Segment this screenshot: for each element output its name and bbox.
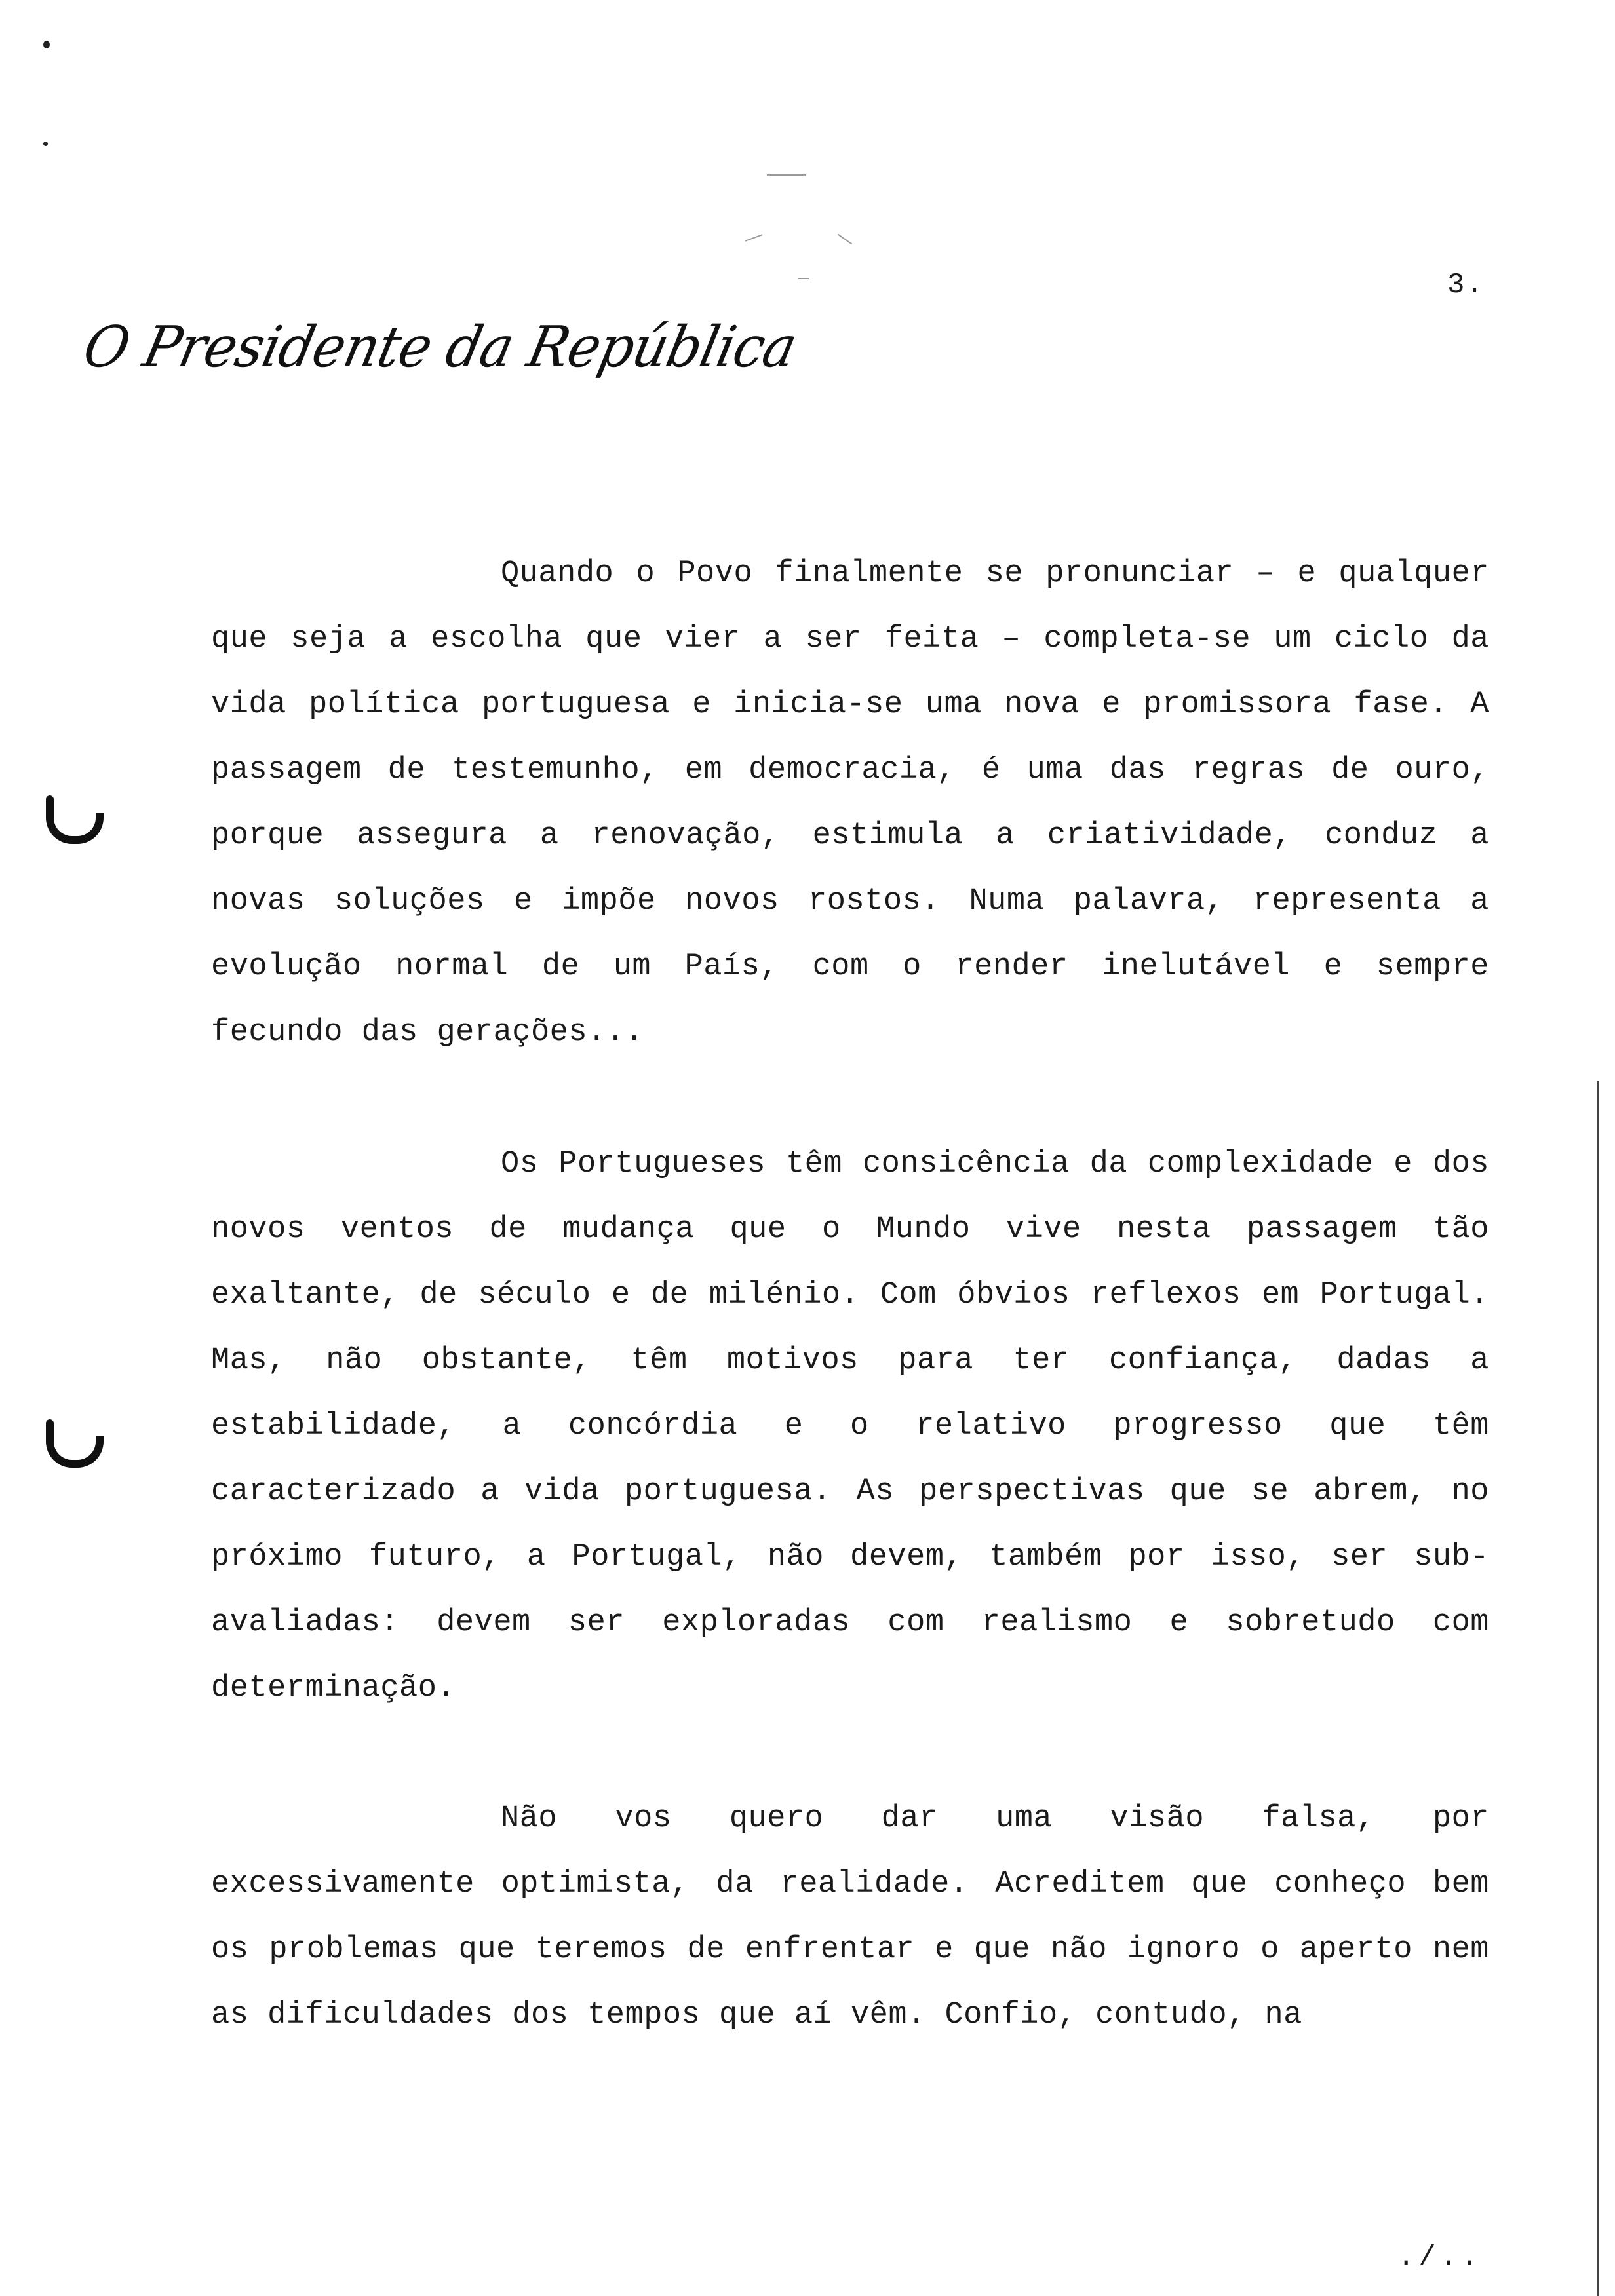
page-edge-line	[1597, 1081, 1599, 2296]
paragraph	[211, 1132, 1489, 1721]
letterhead-title: O Presidente da República	[77, 315, 802, 380]
hole-punch-mark	[46, 1436, 104, 1468]
scan-mark	[745, 234, 763, 241]
paragraph	[211, 1786, 1489, 2048]
scan-mark	[798, 278, 809, 279]
continuation-mark: ./..	[1397, 2241, 1483, 2274]
scan-mark	[767, 174, 806, 176]
paragraph-text: Os Portugueses têm consicência da complexidade e dos novos ventos de mudança que o Mundo vive nesta passagem tão exaltante, de século e de milénio. Com óbvios reflexos em Portugal. Mas, não obstante, têm motivos para ter confiança, dadas a estabilidade, a concórdia e o relativo progresso que têm caracterizado a vida portuguesa. As perspectivas que se abrem, no próximo futuro, a Portugal, não devem, também por isso, ser sub-avaliadas: devem ser exploradas com realismo e sobretudo com determinação.	[211, 1147, 1489, 1706]
paragraph-text: Quando o Povo finalmente se pronunciar – e qualquer que seja a escolha que vier a ser feita – completa-se um ciclo da vida política portuguesa e inicia-se uma nova e promissora fase. A passagem de testemunho, em democracia, é uma das regras de ouro, porque assegura a renovação, estimula a criatividade, conduz a novas soluções e impõe novos rostos. Numa palavra, representa a evolução normal de um País, com o render inelutável e sempre fecundo das gerações...	[211, 556, 1489, 1050]
paragraph-text: Não vos quero dar uma visão falsa, por excessivamente optimista, da realidade. Acreditem que conheço bem os problemas que teremos de enfrentar e que não ignoro o aperto nem as dificuldades dos tempos que aí vêm. Confio, contudo, na	[211, 1801, 1489, 2033]
scan-speck	[43, 142, 48, 146]
page-number: 3.	[1447, 269, 1485, 301]
paragraph	[211, 541, 1489, 1065]
hole-punch-mark	[46, 813, 104, 844]
scan-mark	[838, 234, 852, 245]
scan-speck	[43, 41, 50, 48]
